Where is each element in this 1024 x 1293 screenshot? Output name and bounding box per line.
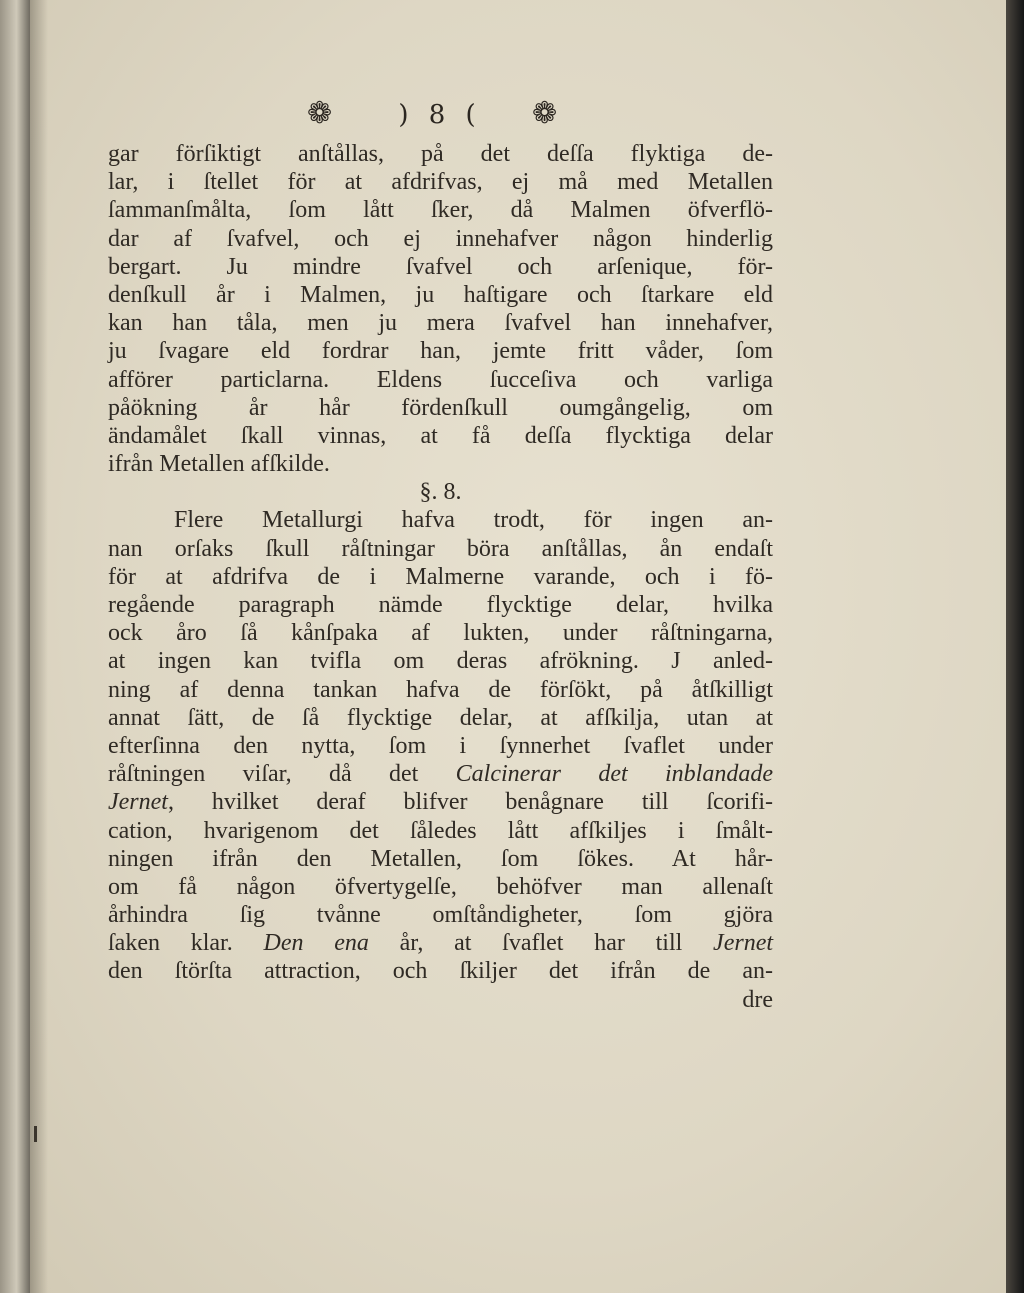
text-line: afförer particlarna. Eldens ſucceſiva och varliga [108,366,773,393]
text-line: ningen ifrån den Metallen, ſom ſökes. At hår- [108,845,773,872]
italic-text: Jernet [108,789,168,816]
text-run: , hvilket deraf blifver benågnare till ſcorifi- [167,789,773,816]
text-line: regående paragraph nämde flycktige delar, hvilka [108,592,773,618]
text-line: ändamålet ſkall vinnas, at få deſſa flycktiga delar [108,422,773,449]
text-line: kan han tåla, men ju mera ſvafvel han innehafver, [108,310,773,337]
text-line: om få någon öfvertygelſe, behöfver man allenaſt [108,873,773,900]
gutter-shadow [30,0,48,1293]
text-line: dar af ſvafvel, och ej innehafver någon hinderlig [108,225,773,252]
text-line: ju ſvagare eld fordrar han, jemte fritt våder, ſom [108,338,773,365]
text-run: år, at ſvaflet har till [368,930,714,957]
text-line: ning af denna tankan hafva de förſökt, på åtſkilligt [108,676,773,703]
italic-text: Den ena [263,930,369,957]
text-run: råſtningen viſar, då det [108,761,456,788]
text-line: ifrån Metallen afſkilde. [108,451,330,478]
text-line: annat ſätt, de ſå flycktige delar, at afſkilja, utan at [108,704,773,731]
text-line: cation, hvarigenom det ſåledes lått afſkiljes i ſmålt- [108,817,773,844]
italic-text: Jernet [713,930,774,957]
text-line: nan orſaks ſkull råſtningar böra anſtållas, ån endaſt [108,535,773,562]
catchword: dre [742,986,773,1013]
text-line: at ingen kan tvifla om deras afrökning. J anled- [108,648,773,675]
text-line: påökning år hår fördenſkull oumgångelig, om [108,394,773,421]
margin-mark [34,1126,37,1142]
text-line: ſammanſmålta, ſom lått ſker, då Malmen öfverflö- [108,197,773,224]
text-line: denſkull år i Malmen, ju haſtigare och ſtarkare eld [108,281,773,308]
section-heading: §. 8. [419,479,462,506]
running-header [0,96,1024,136]
text-line: bergart. Ju mindre ſvafvel och arſenique, för- [108,253,773,280]
flower-ornament-icon: ❁ [532,96,558,131]
text-line: lar, i ſtellet för at afdrifvas, ej må med Metallen [108,169,773,196]
text-line: efterſinna den nytta, ſom i ſynnerhet ſvaflet under [108,732,773,759]
flower-ornament-icon: ❁ [307,96,333,131]
body-text [108,140,773,1014]
italic-text: Calcinerar det inblandade [455,761,773,788]
page-right-edge [1006,0,1024,1293]
text-line: den ſtörſta attraction, och ſkiljer det ifrån de an- [108,958,773,985]
text-line: ock åro ſå kånſpaka af lukten, under råſtningarna, [108,620,773,647]
text-line: gar förſiktigt anſtållas, på det deſſa flyktiga de- [108,141,773,167]
text-line [108,929,773,957]
text-line [108,788,773,816]
text-run: ſaken klar. [108,930,264,957]
page-number: ) 8 ( [398,100,482,130]
text-line: för at afdrifva de i Malmerne varande, och i fö- [108,563,773,590]
previous-page-edge [0,0,30,1293]
text-line: århindra ſig tvånne omſtåndigheter, ſom gjöra [108,902,773,929]
text-line: Flere Metallurgi hafva trodt, för ingen an- [174,507,773,534]
text-line [108,760,773,788]
